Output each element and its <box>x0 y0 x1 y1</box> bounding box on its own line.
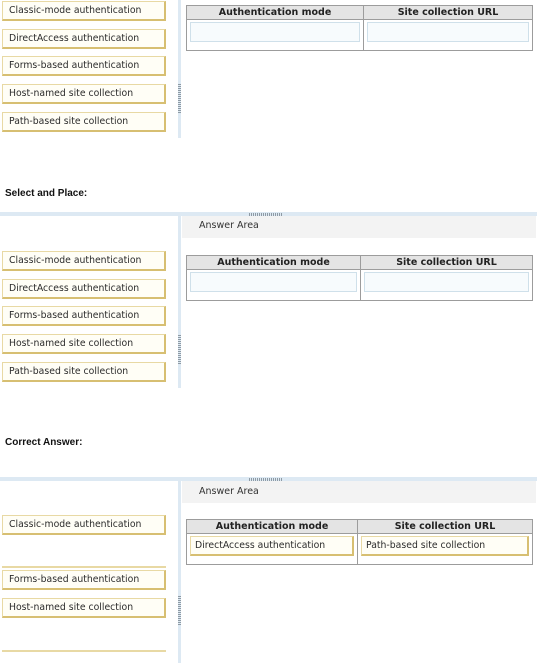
option-classic-mode[interactable]: Classic-mode authentication <box>2 1 166 21</box>
option-classic-mode[interactable]: Classic-mode authentication <box>2 251 166 271</box>
header-site-collection-url: Site collection URL <box>361 256 533 270</box>
empty-option-slot <box>2 566 166 568</box>
header-authentication-mode: Authentication mode <box>187 520 358 534</box>
option-classic-mode[interactable]: Classic-mode authentication <box>2 515 166 535</box>
drop-target-site-url[interactable] <box>364 272 529 292</box>
option-forms-based[interactable]: Forms-based authentication <box>2 56 166 76</box>
option-forms-based[interactable]: Forms-based authentication <box>2 570 166 590</box>
empty-option-slot <box>2 650 166 652</box>
splitter-grip[interactable] <box>178 84 181 114</box>
header-site-collection-url: Site collection URL <box>364 6 533 20</box>
section-label-correct: Correct Answer: <box>5 437 83 448</box>
option-host-named[interactable]: Host-named site collection <box>2 334 166 354</box>
panel-splitter[interactable] <box>178 0 181 138</box>
cell-site-url <box>361 270 533 301</box>
drop-target-auth-mode[interactable] <box>190 22 360 42</box>
answer-area-label: Answer Area <box>199 220 259 231</box>
splitter-grip[interactable] <box>178 335 181 365</box>
answer-table <box>186 5 533 51</box>
header-authentication-mode: Authentication mode <box>187 6 364 20</box>
answer-table <box>186 519 533 565</box>
cell-site-url <box>364 20 533 51</box>
drop-target-site-url[interactable] <box>367 22 529 42</box>
drop-target-auth-mode[interactable] <box>190 272 357 292</box>
splitter-grip[interactable] <box>178 596 181 626</box>
section-label-select: Select and Place: <box>5 188 88 199</box>
option-forms-based[interactable]: Forms-based authentication <box>2 306 166 326</box>
header-site-collection-url: Site collection URL <box>358 520 533 534</box>
placed-directaccess[interactable]: DirectAccess authentication <box>190 536 354 556</box>
option-host-named[interactable]: Host-named site collection <box>2 84 166 104</box>
answer-area-label: Answer Area <box>199 486 259 497</box>
option-directaccess[interactable]: DirectAccess authentication <box>2 279 166 299</box>
panel-splitter[interactable] <box>178 477 181 663</box>
placed-path-based[interactable]: Path-based site collection <box>361 536 529 556</box>
header-authentication-mode: Authentication mode <box>187 256 361 270</box>
option-path-based[interactable]: Path-based site collection <box>2 362 166 382</box>
option-directaccess[interactable]: DirectAccess authentication <box>2 29 166 49</box>
option-path-based[interactable]: Path-based site collection <box>2 112 166 132</box>
cell-auth-mode <box>187 534 358 565</box>
cell-site-url <box>358 534 533 565</box>
option-host-named[interactable]: Host-named site collection <box>2 598 166 618</box>
cell-auth-mode <box>187 20 364 51</box>
cell-auth-mode <box>187 270 361 301</box>
answer-table <box>186 255 533 301</box>
